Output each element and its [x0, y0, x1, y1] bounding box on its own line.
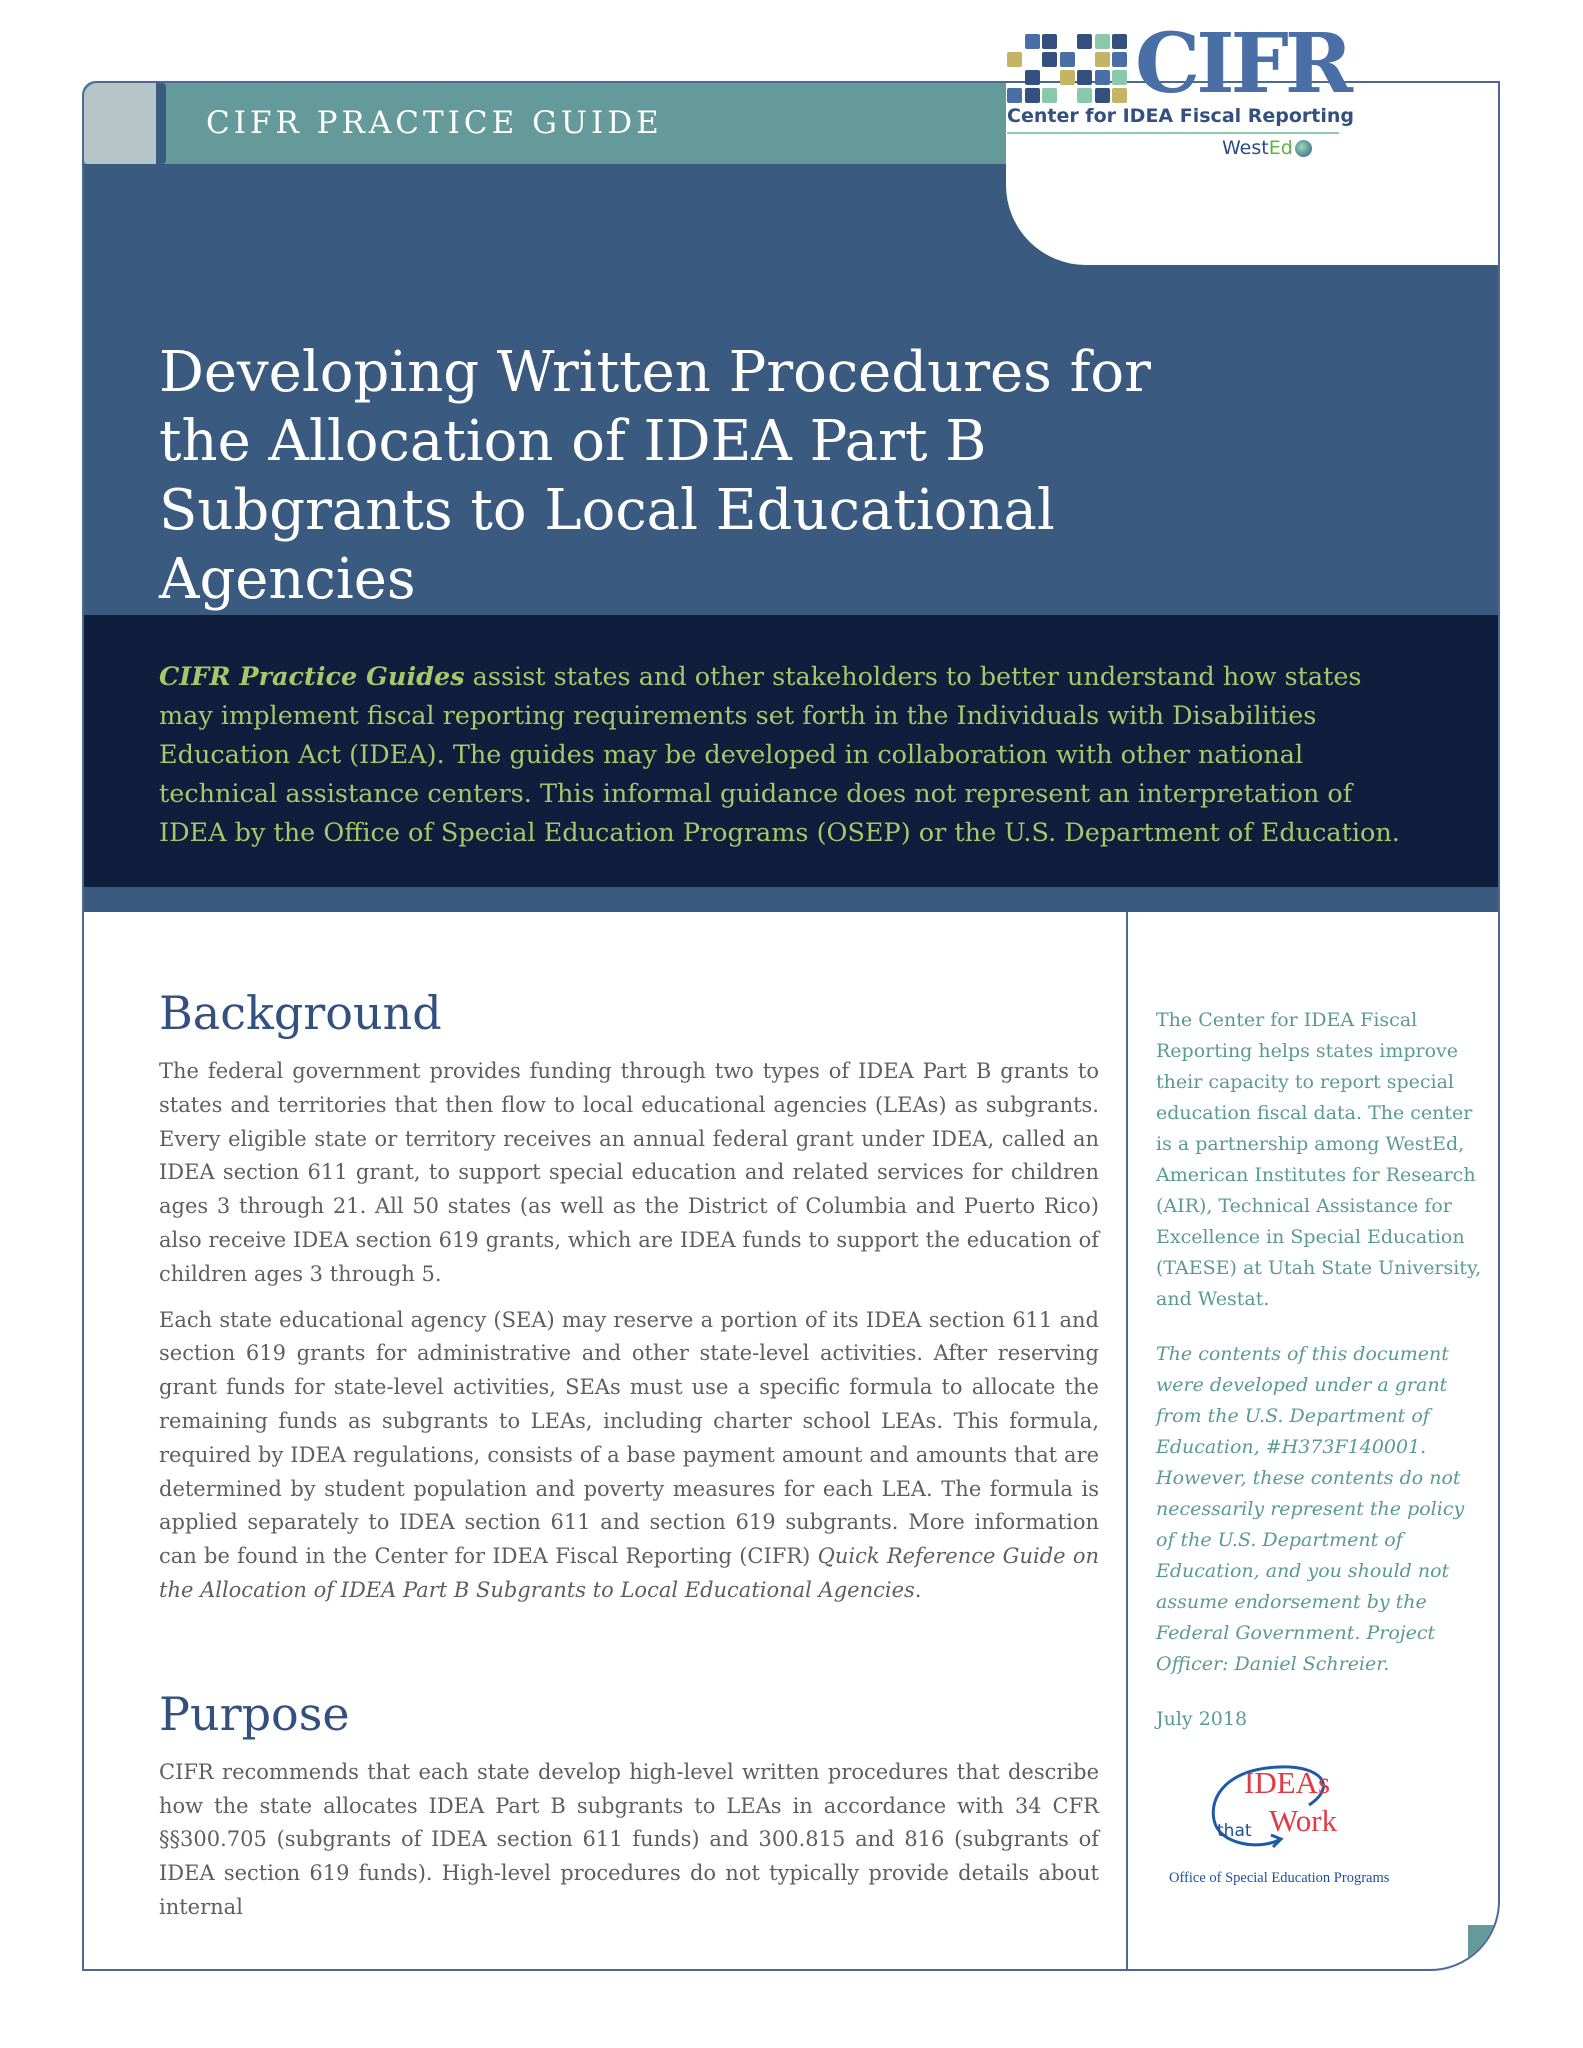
logo-square: [1060, 52, 1075, 67]
guide-title: Quick Reference Guide on the Allocation of IDEA Part B Subgrants to Local Educational Agencies: [159, 1544, 1099, 1602]
logo-square: [1112, 88, 1127, 103]
page-frame: [82, 81, 1500, 1971]
logo-square: [1112, 34, 1127, 49]
osep-logo: [1169, 1765, 1429, 1905]
wested-prefix: West: [1222, 137, 1269, 159]
disclaimer-text: The contents of this document were developed under a grant from the U.S. Department of Education, #H373F140001. However, these contents do not necessarily represent the policy of the U.S. Department of Education, and you should not assume endorsement by the Federal Government. Project Officer: Daniel Schreier.: [1156, 1343, 1465, 1675]
publication-date: July 2018: [1156, 1708, 1248, 1730]
purpose-heading: Purpose: [159, 1686, 350, 1741]
logo-ideas: IDEAs: [1244, 1765, 1331, 1800]
intro-lead: CIFR Practice Guides: [159, 662, 465, 692]
intro-text: assist states and other stakeholders to better understand how states may implement fiscal reporting requirements set forth in the Individuals with Disabilities Education Act (IDEA). The guides may be developed in collaboration with other national technical assistance centers. This informal guidance does not represent an interpretation of IDEA by the Office of Special Education Programs (OSEP) or the U.S. Department of Education.: [159, 662, 1400, 848]
logo-square: [1025, 88, 1040, 103]
logo-square: [1025, 70, 1040, 85]
background-paragraph: [159, 1304, 1099, 1608]
logo-square: [1007, 52, 1022, 67]
logo-square: [1095, 34, 1110, 49]
logo-office: Office of Special Education Programs: [1169, 1870, 1390, 1886]
wested-logo: [1222, 136, 1312, 160]
logo-square: [1112, 52, 1127, 67]
logo-rule: [1007, 132, 1339, 134]
sidebar: [1156, 1005, 1486, 1905]
globe-icon: [1295, 140, 1312, 157]
column-divider: [1126, 912, 1128, 1971]
page-title: Developing Written Procedures for the Allocation of IDEA Part B Subgrants to Local Educational Agencies: [159, 340, 1151, 612]
logo-square: [1077, 34, 1092, 49]
text: .: [914, 1577, 922, 1602]
logo-square: [1042, 52, 1057, 67]
page-number: 1: [1481, 1949, 1491, 1967]
logo-square: [1095, 88, 1110, 103]
divider-strip: [84, 887, 1498, 912]
logo-square: [1077, 88, 1092, 103]
logo-square: [1060, 70, 1075, 85]
wested-suffix: Ed: [1268, 137, 1293, 159]
purpose-paragraph: CIFR recommends that each state develop high-level written procedures that describe how the state allocates IDEA Part B subgrants to LEAs in accordance with 34 CFR §§300.705 (subgrants of IDEA section 611 funds) and 300.815 and 816 (subgrants of IDEA section 619 funds). High-level procedures do not typically provide details about internal: [159, 1759, 1099, 1919]
logo-square: [1007, 88, 1022, 103]
series-label: CIFR PRACTICE GUIDE: [206, 105, 663, 141]
logo-acronym: CIFR: [1135, 16, 1349, 112]
series-tab-knob: [84, 83, 166, 164]
text: Each state educational agency (SEA) may reserve a portion of its IDEA section 611 and section 619 grants for administrative and other state-level activities. After reserving grant funds for state-level activities, SEAs must use a specific formula to allocate the remaining funds as subgrants to LEAs, including charter school LEAs. This formula, required by IDEA regulations, consists of a base payment amount and amounts that are determined by student population and poverty measures for each LEA. The formula is applied separately to IDEA section 611 and section 619 subgrants. More information can be found in the Center for IDEA Fiscal Reporting (CIFR): [159, 1307, 1099, 1569]
about-text: The Center for IDEA Fiscal Reporting helps states improve their capacity to report special education fiscal data. The center is a partnership among WestEd, American Institutes for Research (AIR), Technical Assistance for Excellence in Special Education (TAESE) at Utah State University, and Westat.: [1156, 1009, 1482, 1310]
cifr-logo: [1007, 16, 1355, 166]
logo-square: [1095, 52, 1110, 67]
logo-work: Work: [1269, 1803, 1338, 1838]
page-number-tab: [1468, 1925, 1498, 1969]
main-column: [159, 983, 1099, 1937]
logo-square: [1042, 34, 1057, 49]
logo-square: [1025, 34, 1040, 49]
logo-full-name: Center for IDEA Fiscal Reporting: [1007, 105, 1355, 127]
logo-square: [1112, 70, 1127, 85]
intro-box: [84, 615, 1498, 887]
logo-square: [1042, 88, 1057, 103]
background-heading: Background: [159, 986, 442, 1040]
background-paragraph: The federal government provides funding through two types of IDEA Part B grants to states and territories that then flow to local educational agencies (LEAs) as subgrants. Every eligible state or territory receives an annual federal grant under IDEA, called an IDEA section 611 grant, to support special education and related services for children ages 3 through 21. All 50 states (as well as the District of Columbia and Puerto Rico) also receive IDEA section 619 grants, which are IDEA funds to support the education of children ages 3 through 5.: [159, 1059, 1099, 1286]
logo-square: [1095, 70, 1110, 85]
logo-that: that: [1217, 1821, 1252, 1841]
logo-square: [1077, 70, 1092, 85]
